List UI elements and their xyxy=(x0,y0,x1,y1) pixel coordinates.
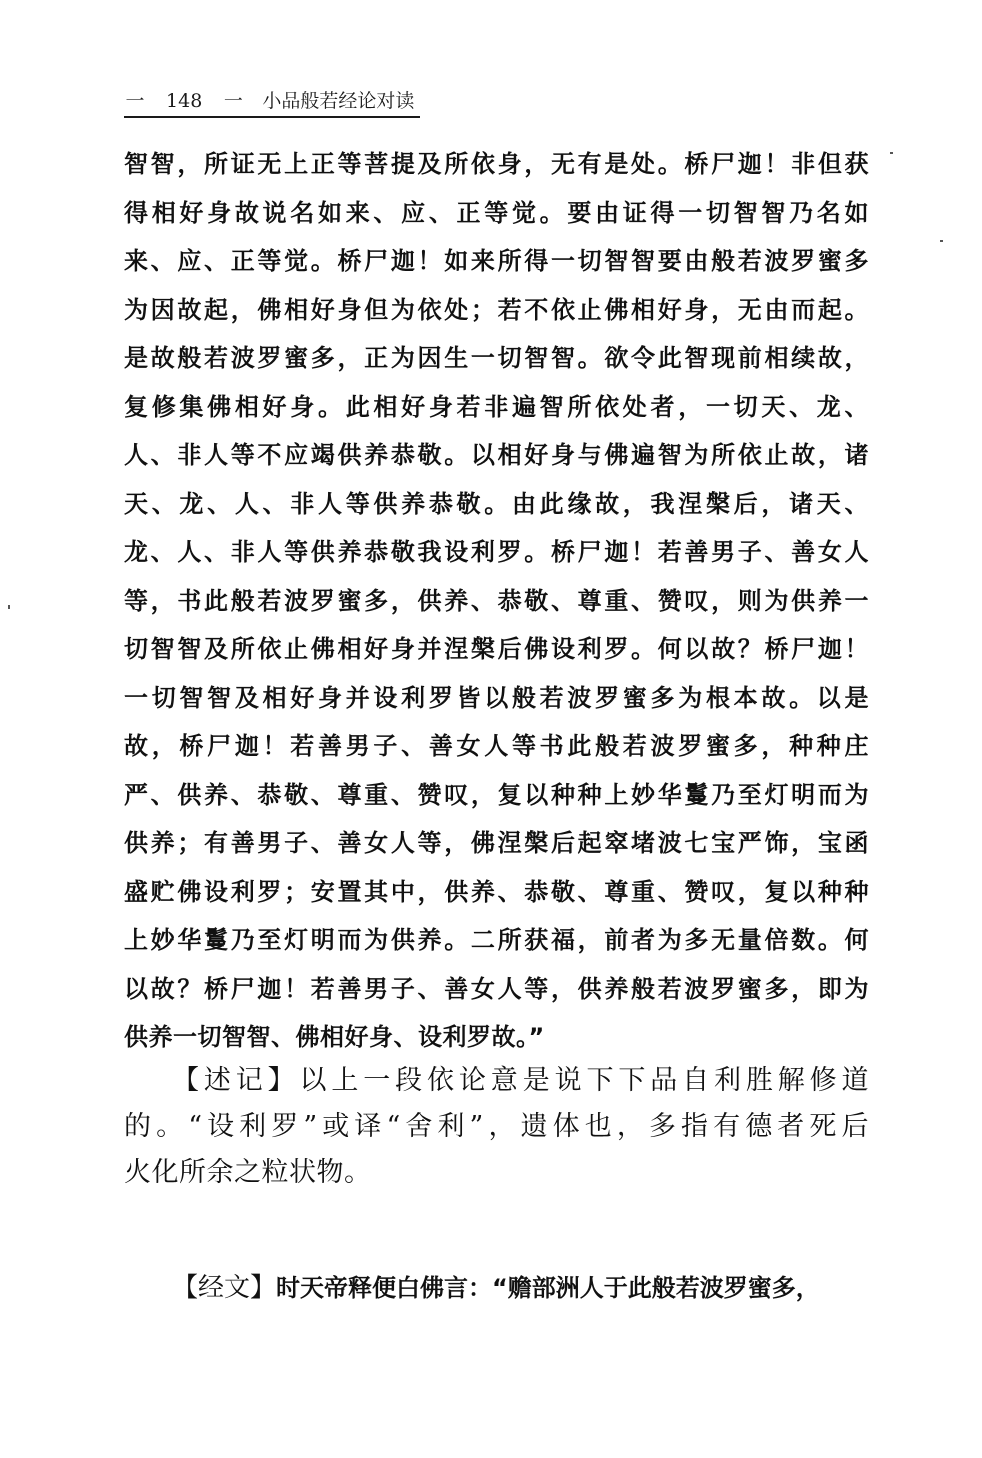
text-line: 供养一切智智、佛相好身、设利罗故。” xyxy=(124,1023,545,1051)
text-line: 供养；有善男子、善女人等，佛涅槃后起窣堵波七宝严饰，宝函 xyxy=(124,829,869,857)
text-line: 等，书此般若波罗蜜多，供养、恭敬、尊重、赞叹，则为供养一 xyxy=(124,586,869,615)
page-number: 148 xyxy=(166,90,203,112)
note-line: 火化所余之粒状物。 xyxy=(124,1157,372,1188)
text-line: 为因故起，佛相好身但为依处；若不依止佛相好身，无由而起。 xyxy=(124,295,869,324)
note-line: 的。“设利罗”或译“舍利”，遗体也，多指有德者死后 xyxy=(124,1111,869,1142)
text-line: 得相好身故说名如来、应、正等觉。要由证得一切智智乃名如 xyxy=(124,198,869,227)
header-dash-left: 一 xyxy=(125,90,145,112)
note-line: 【述记】以上一段依论意是说下下品自利胜解修道 xyxy=(172,1065,869,1096)
text-line: 智智，所证无上正等菩提及所依身，无有是处。桥尸迦！非但获 xyxy=(124,150,869,178)
header-dash-right: 一 xyxy=(223,90,243,112)
text-line: 龙、人、非人等供养恭敬我设利罗。桥尸迦！若善男子、善女人 xyxy=(124,538,869,566)
text-line: 盛贮佛设利罗；安置其中，供养、恭敬、尊重、赞叹，复以种种 xyxy=(124,877,869,906)
text-line: 一切智智及相好身并设利罗皆以般若波罗蜜多为根本故。以是 xyxy=(124,683,869,712)
sutra-label: 【经文】 xyxy=(172,1273,277,1303)
header-rule xyxy=(124,116,420,118)
scan-speck xyxy=(8,605,10,609)
text-line: 人、非人等不应竭供养恭敬。以相好身与佛遍智为所依止故，诸 xyxy=(124,441,869,469)
text-line: 是故般若波罗蜜多，正为因生一切智智。欲令此智现前相续故， xyxy=(124,344,869,372)
text-line: 以故？桥尸迦！若善男子、善女人等，供养般若波罗蜜多，即为 xyxy=(124,974,869,1003)
scan-speck xyxy=(890,152,893,154)
running-title: 小品般若经论对读 xyxy=(262,90,415,112)
text-line: 故，桥尸迦！若善男子、善女人等书此般若波罗蜜多，种种庄 xyxy=(124,732,869,760)
text-line: 天、龙、人、非人等供养恭敬。由此缘故，我涅槃后，诸天、 xyxy=(124,489,869,518)
sutra-line xyxy=(172,1264,872,1312)
scan-speck xyxy=(940,240,943,242)
text-line: 切智智及所依止佛相好身并涅槃后佛设利罗。何以故？桥尸迦！ xyxy=(124,635,869,663)
commentary-note xyxy=(124,1058,869,1196)
text-line: 复修集佛相好身。此相好身若非遍智所依处者，一切天、龙、 xyxy=(124,392,869,421)
text-line: 来、应、正等觉。桥尸迦！如来所得一切智智要由般若波罗蜜多 xyxy=(124,247,869,275)
page-header xyxy=(124,86,424,120)
commentary-text xyxy=(124,140,869,1062)
sutra-text: 时天帝释便白佛言：“赡部洲人于此般若波罗蜜多， xyxy=(276,1274,820,1302)
text-line: 上妙华鬘乃至灯明而为供养。二所获福，前者为多无量倍数。何 xyxy=(124,926,869,954)
text-line: 严、供养、恭敬、尊重、赞叹，复以种种上妙华鬘乃至灯明而为 xyxy=(124,780,869,809)
